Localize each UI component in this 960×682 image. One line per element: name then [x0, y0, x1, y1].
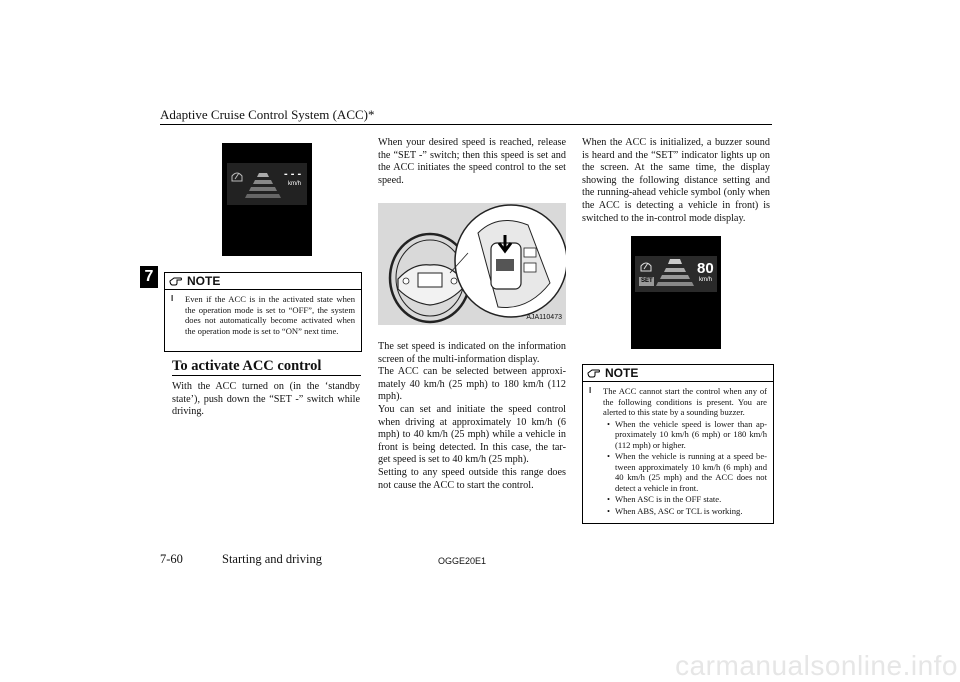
- paragraph: When your desired speed is reached, release the “SET -” switch; then this speed is set and the ACC initiates the speed control to the set speed.: [378, 137, 566, 186]
- note-bullet: l: [171, 294, 174, 303]
- note-sub-item: • When the vehicle is running at a speed be-tween approximately 10 km/h (6 mph) and 40 km/h (25 mph) and the ACC does not detect a vehicle in front.: [607, 451, 767, 493]
- note-sub-item: • When the vehicle speed is lower than ap-proximately 10 km/h (6 mph) or 180 km/h (112 mph) or higher.: [607, 418, 767, 450]
- note-box-2: [582, 364, 774, 524]
- note-header: [165, 273, 361, 290]
- document-id: OGGE20E1: [438, 556, 487, 566]
- column-3-text: [582, 137, 770, 225]
- steering-wheel-illustration: [378, 203, 566, 325]
- speed-dashes: - - -: [284, 168, 302, 180]
- note-sub-item: • When ASC is in the OFF state.: [607, 494, 722, 504]
- note-box-1: [164, 272, 362, 352]
- paragraph: The set speed is indicated on the information screen of the multi-information display.: [378, 341, 566, 365]
- note-sub-item: • When ABS, ASC or TCL is working.: [607, 505, 743, 516]
- note-header: [583, 365, 773, 382]
- note-text: Even if the ACC is in the activated state when the operation mode is set to “OFF”, the system does not automatically become activated when the operation mode is set to “ON” next time.: [185, 294, 355, 336]
- set-speed-value: 80: [697, 260, 714, 277]
- column-2-top-text: [378, 137, 566, 187]
- steering-wheel-figure: [378, 203, 566, 325]
- speed-unit: km/h: [699, 277, 713, 283]
- control-display-graphic: [631, 236, 721, 349]
- section-rule: [172, 375, 361, 376]
- footer-section: Starting and driving: [222, 552, 322, 566]
- hand-pointing-icon: [587, 367, 601, 379]
- section-title: To activate ACC control: [172, 358, 322, 374]
- acc-control-display: [631, 236, 721, 349]
- header-rule: [160, 124, 772, 125]
- hand-pointing-icon: [169, 275, 183, 287]
- paragraph: You can set and initiate the speed control when driving at approximately 10 km/h (6 mph) to 40 km/h (25 mph) while a vehicle in front is being detected. In this case, the tar-get speed is set to 40 km/h (25 mph).: [378, 403, 566, 466]
- page-number: 7-60: [160, 552, 183, 566]
- paragraph: With the ACC turned on (in the ‘standby state’), push down the “SET -” switch while driving.: [172, 381, 360, 418]
- paragraph: Setting to any speed outside this range does not cause the ACC to start the control.: [378, 466, 566, 491]
- standby-display-graphic: [222, 143, 312, 256]
- note-bullet: l: [589, 386, 592, 395]
- note-label: NOTE: [187, 274, 221, 288]
- acc-standby-display: [222, 143, 312, 256]
- lead-vehicle-icon: [668, 259, 682, 264]
- switch-closeup-icon: [455, 205, 566, 317]
- paragraph: When the ACC is initialized, a buzzer sound is heard and the “SET” indicator lights up on the screen. At the same time, the display showing the following distance setting and the running-ahead vehicle symbol (only when the ACC is detecting a vehicle in front) is switched to the in-control mode display.: [582, 137, 770, 224]
- column-2-bottom-text: [378, 341, 566, 492]
- column-1-text: [172, 381, 360, 419]
- chapter-tab: 7: [140, 266, 158, 288]
- note-text: The ACC cannot start the control when any of the following conditions is present. You are alerted to this state by a sounding buzzer.: [603, 386, 767, 417]
- paragraph: The ACC can be selected between approxi-mately 40 km/h (25 mph) to 180 km/h (112 mph).: [378, 366, 566, 403]
- speed-unit: km/h: [288, 181, 302, 187]
- watermark: carmanualsonline.info: [675, 650, 958, 681]
- note-label: NOTE: [605, 366, 639, 380]
- running-header: Adaptive Cruise Control System (ACC)*: [160, 107, 375, 122]
- figure-code: AJA110473: [526, 314, 562, 321]
- set-indicator: SET: [641, 278, 653, 284]
